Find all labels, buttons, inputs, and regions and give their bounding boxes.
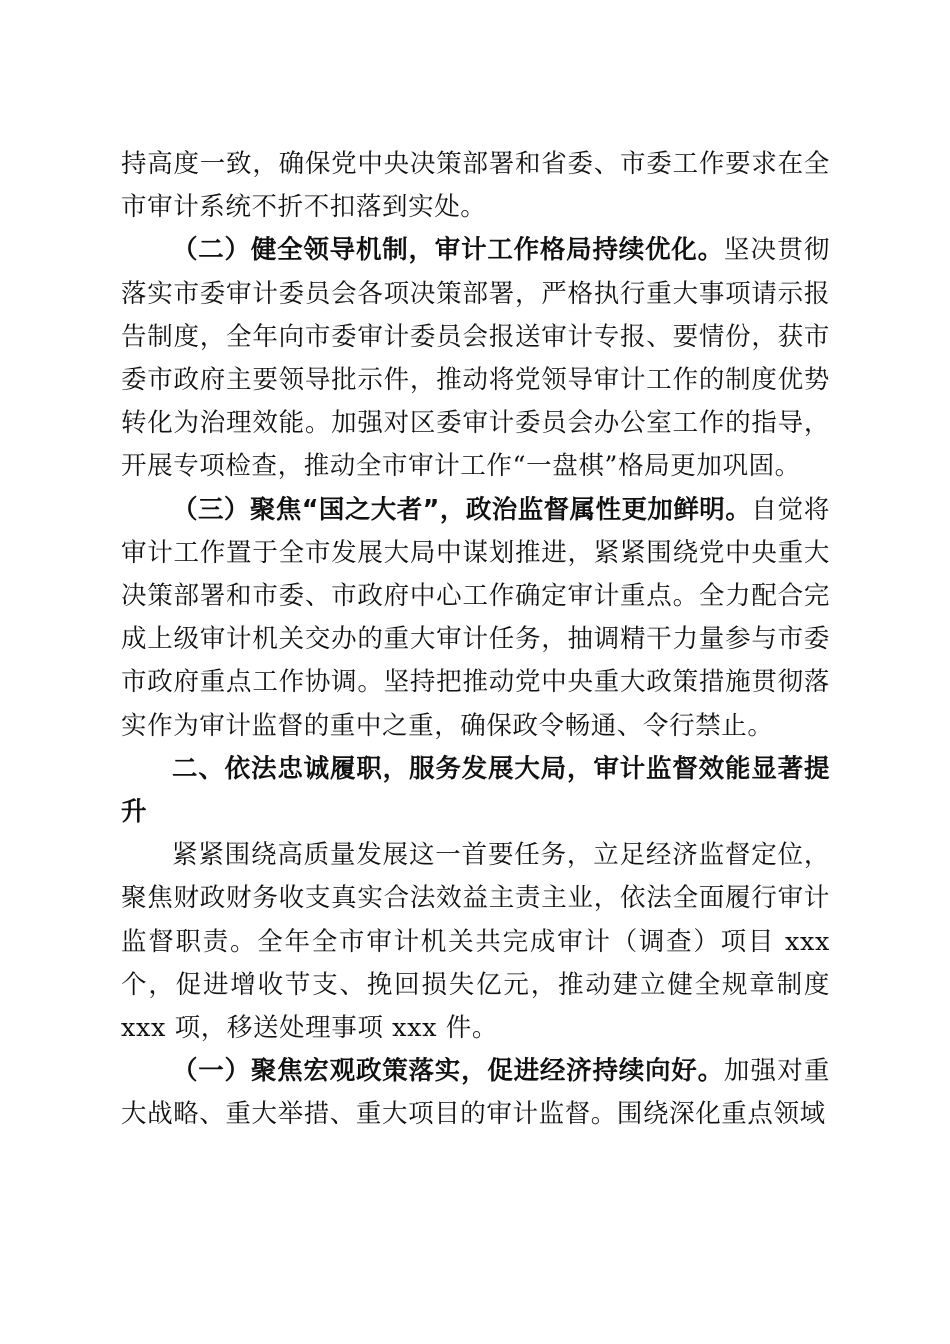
paragraph-text: 紧紧围绕高质量发展这一首要任务，立足经济监督定位，聚焦财政财务收支真实合法效益主责主业，依法全面履行审计监督职责。全年全市审计机关共完成审计（调查）项目 xxx 个，促进增收节支、挽回损失亿元，推动建立健全规章制度 xxx 项，移送处理事项 xxx 件。 [121, 840, 830, 1044]
paragraph-continuation [121, 143, 830, 229]
paragraph-text: 加强对重大战略、重大举措、重大项目的审计监督。围绕深化重点领域 [121, 1056, 830, 1130]
section-heading: 二、依法忠诚履职，服务发展大局，审计监督效能显著提升 [121, 753, 830, 828]
paragraph-lead: （一）聚焦宏观政策落实，促进经济持续向好。 [172, 1056, 724, 1087]
document-body [121, 143, 830, 1137]
paragraph-lead: （三）聚焦“国之大者”，政治监督属性更加鲜明。 [172, 494, 752, 525]
paragraph-leadership-mechanism [121, 229, 830, 488]
paragraph-text: 持高度一致，确保党中央决策部署和省委、市委工作要求在全市审计系统不折不扣落到实处。 [121, 149, 830, 223]
paragraph-text: 坚决贯彻落实市委审计委员会各项决策部署，严格执行重大事项请示报告制度，全年向市委审计委员会报送审计专报、要情份，获市委市政府主要领导批示件，推动将党领导审计工作的制度优势转化为治理效能。加强对区委审计委员会办公室工作的指导，开展专项检查，推动全市审计工作“一盘棋”格局更加巩固。 [121, 235, 830, 482]
paragraph-lead: （二）健全领导机制，审计工作格局持续优化。 [172, 235, 724, 266]
paragraph-audit-duties [121, 834, 830, 1050]
paragraph-text: 自觉将审计工作置于全市发展大局中谋划推进，紧紧围绕党中央重大决策部署和市委、市政府中心工作确定审计重点。全力配合完成上级审计机关交办的重大审计任务，抽调精干力量参与市委市政府重点工作协调。坚持把推动党中央重大政策措施贯彻落实作为审计监督的重中之重，确保政令畅通、令行禁止。 [121, 494, 830, 741]
paragraph-political-supervision [121, 489, 830, 748]
paragraph-macro-policy [121, 1050, 830, 1136]
